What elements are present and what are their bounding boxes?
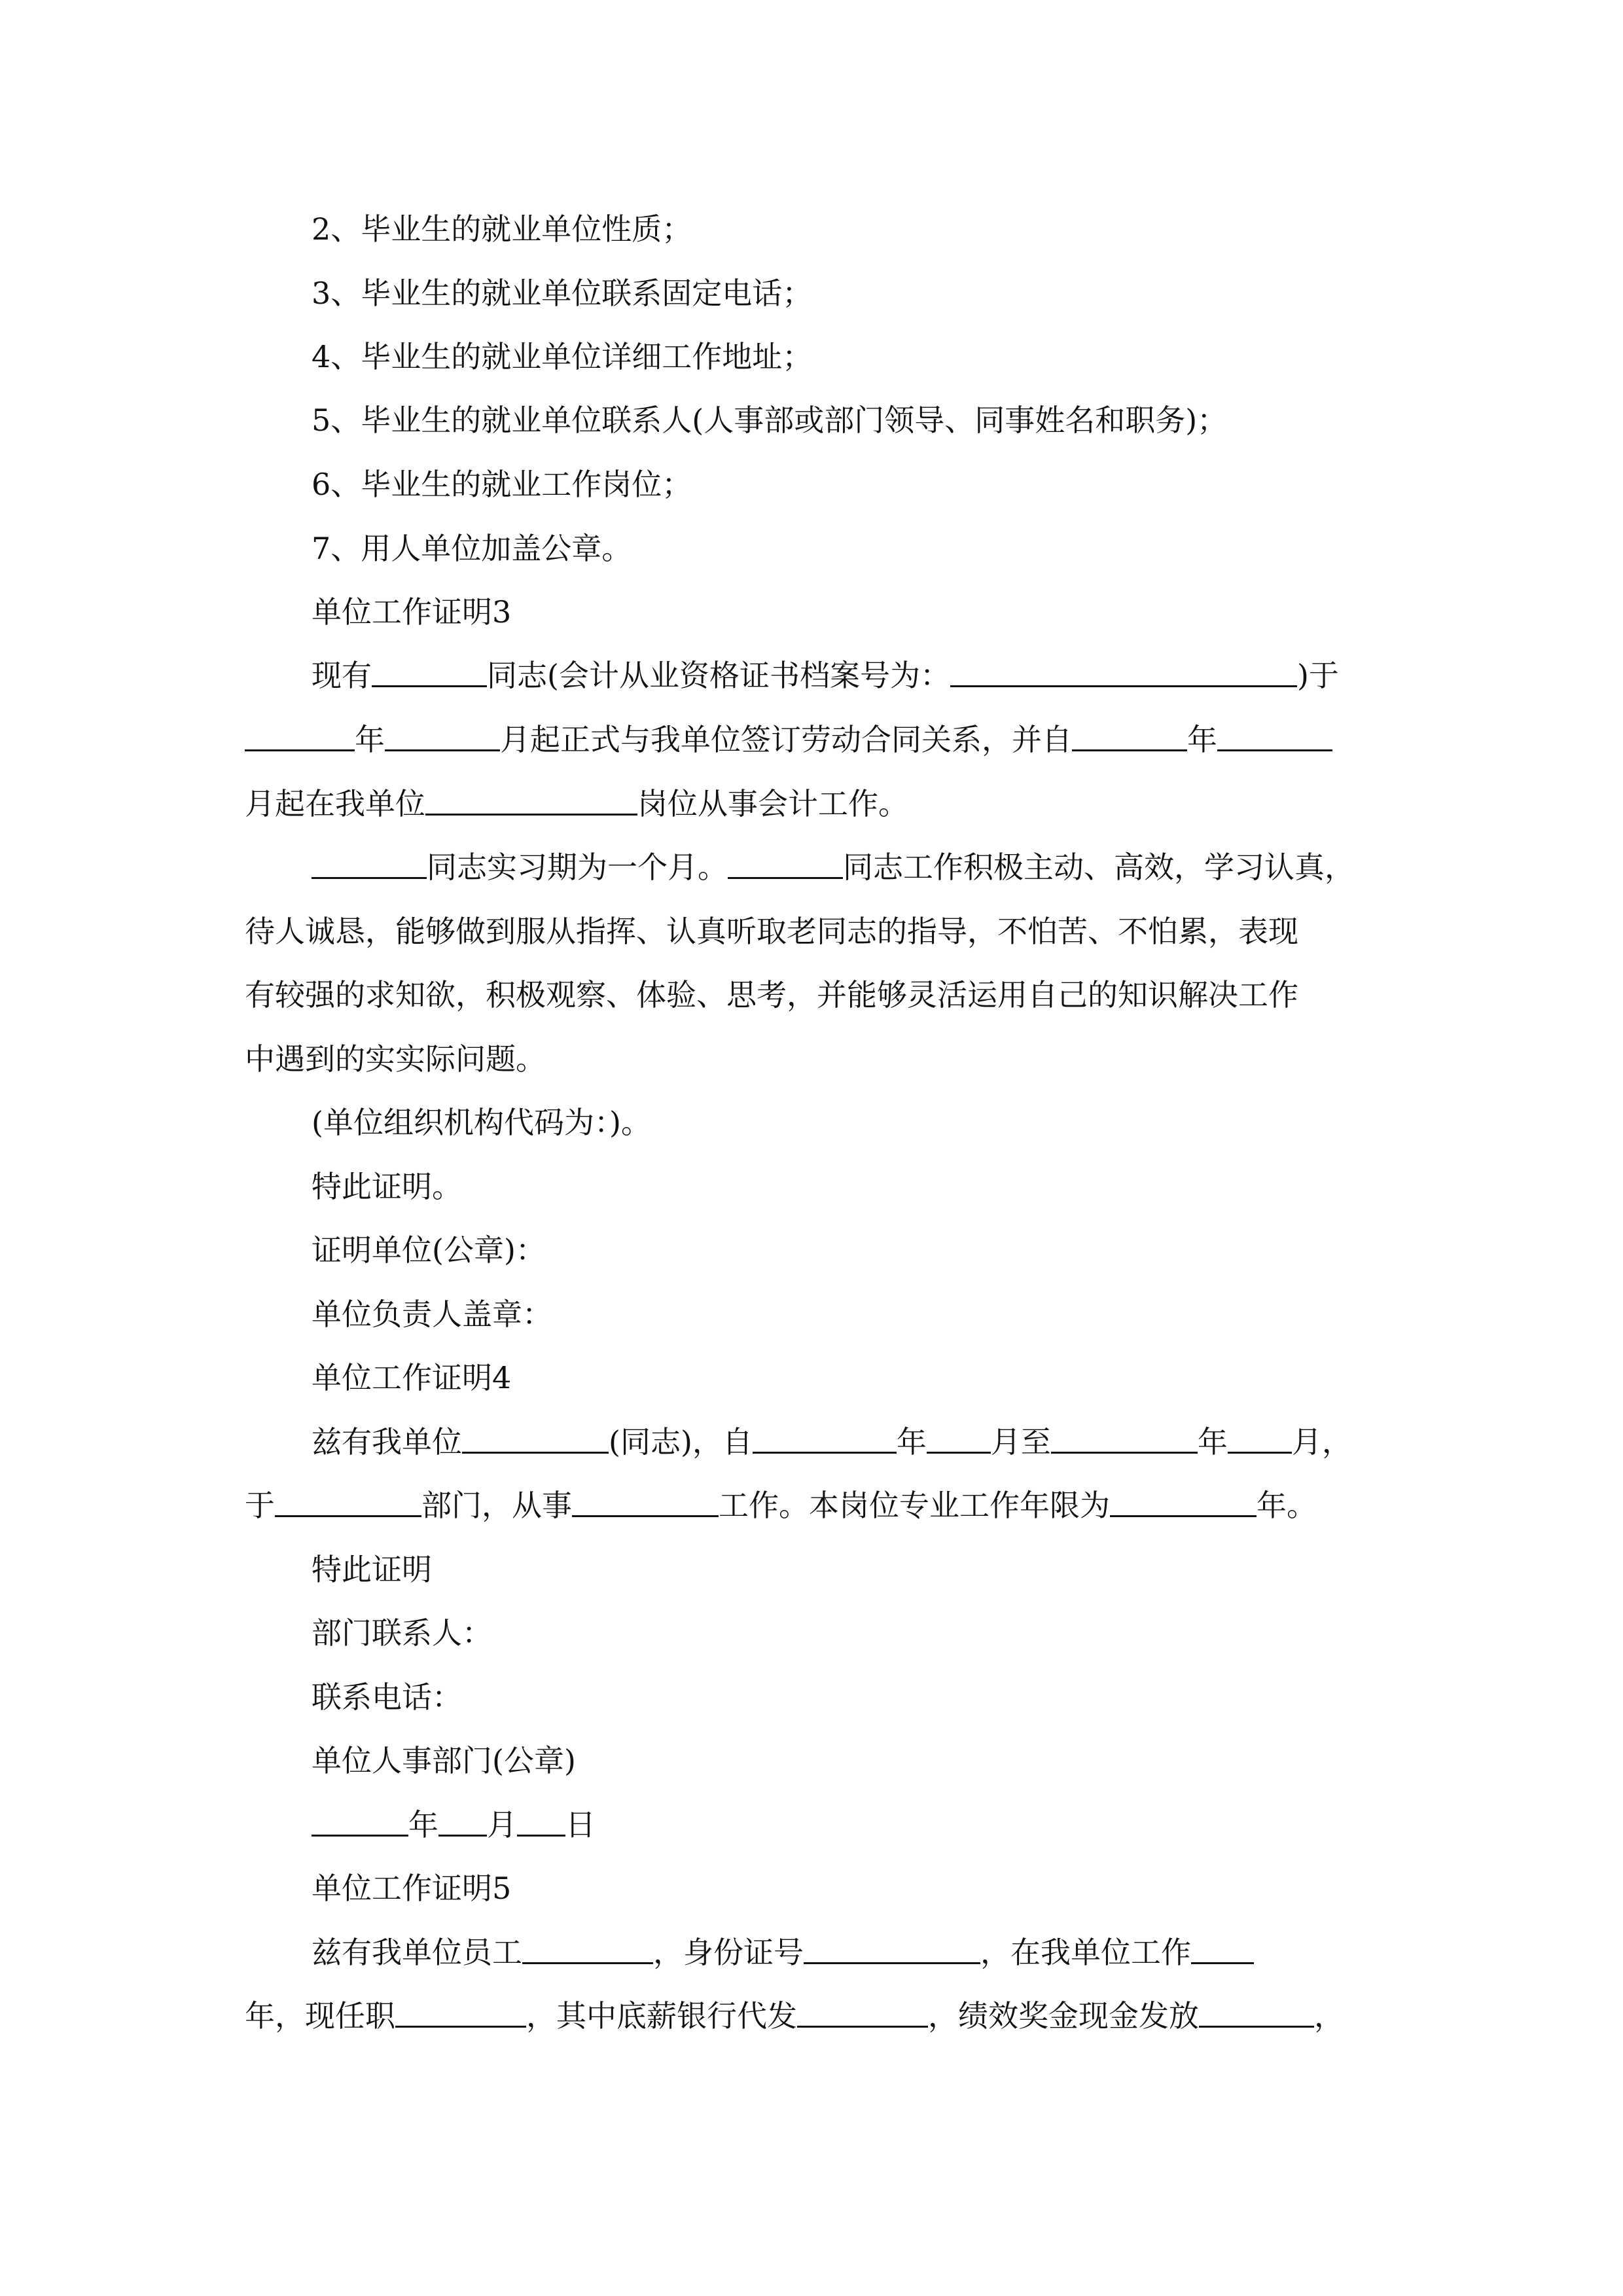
section-title: 单位工作证明5: [312, 1871, 512, 1906]
blank-month: [438, 1806, 487, 1837]
paragraph-line: 待人诚恳，能够做到服从指挥、认真听取老同志的指导，不怕苦、不怕累，表现: [245, 914, 1298, 949]
blank-year: [1072, 721, 1187, 751]
text: 工作。本岗位专业工作年限为: [719, 1488, 1110, 1523]
blank-year: [245, 721, 355, 751]
blank-name: [372, 656, 487, 687]
unit-seal-line: 证明单位(公章)：: [312, 1232, 546, 1268]
blank-month: [927, 1423, 991, 1454]
text: 年。: [1257, 1488, 1317, 1523]
list-item: 4、毕业生的就业单位详细工作地址；: [312, 339, 813, 374]
blank-name: [462, 1423, 609, 1454]
blank-years: [1110, 1486, 1257, 1517]
list-item: 6、毕业生的就业工作岗位；: [312, 467, 692, 502]
blank-year: [312, 1806, 408, 1837]
text: ，绩效奖金现金发放: [928, 1998, 1199, 2034]
contact-line: 部门联系人：: [312, 1615, 492, 1651]
text: 月起正式与我单位签订劳动合同关系，并自: [500, 722, 1072, 757]
text: 月: [487, 1807, 517, 1842]
text: 同志(会计从业资格证书档案号为：: [487, 658, 950, 693]
text: 兹有我单位员工: [312, 1935, 522, 1970]
text: (同志)，自: [609, 1424, 753, 1460]
text: 于: [245, 1488, 275, 1523]
text: 年: [1187, 722, 1217, 757]
text: 月起在我单位: [245, 786, 425, 821]
text: 同志工作积极主动、高效，学习认真，: [843, 850, 1355, 885]
section-title: 单位工作证明3: [312, 594, 512, 630]
text: 同志实习期为一个月。: [427, 850, 728, 885]
blank-month: [385, 721, 500, 751]
text: 现有: [312, 658, 372, 693]
phone-line: 联系电话：: [312, 1679, 462, 1715]
blank-name: [312, 848, 427, 879]
paragraph-line: 有较强的求知欲，积极观察、体验、思考，并能够灵活运用自己的知识解决工作: [245, 977, 1298, 1013]
list-item: 5、毕业生的就业单位联系人(人事部或部门领导、同事姓名和职务)；: [312, 403, 1228, 438]
hr-seal-line: 单位人事部门(公章): [312, 1743, 576, 1778]
date-line: [312, 1805, 596, 1844]
paragraph-line: [312, 848, 1355, 887]
blank-year: [753, 1423, 897, 1454]
blank-position: [395, 1997, 526, 2028]
blank-certificate-number: [950, 656, 1297, 687]
text: 岗位从事会计工作。: [637, 786, 908, 821]
text: 月至: [990, 1424, 1051, 1460]
blank-name: [728, 848, 843, 879]
blank-year: [1051, 1423, 1198, 1454]
paragraph-line: [245, 1996, 1344, 2036]
text: ，在我单位工作: [980, 1935, 1191, 1970]
blank-years: [1191, 1933, 1254, 1964]
paragraph-line: [245, 1486, 1317, 1525]
paragraph-line: [245, 720, 1332, 759]
paragraph-line: 中遇到的实实际问题。: [245, 1041, 546, 1077]
text: 部门，从事: [421, 1488, 572, 1523]
text: 年: [355, 722, 385, 757]
org-code-line: (单位组织机构代码为：)。: [312, 1105, 651, 1140]
text: 年，现任职: [245, 1998, 395, 2034]
list-item: 2、毕业生的就业单位性质；: [312, 211, 692, 247]
blank-position: [425, 785, 637, 816]
blank-day: [517, 1806, 565, 1837]
paragraph-line: [312, 656, 1339, 695]
list-item: 7、用人单位加盖公章。: [312, 531, 632, 566]
special-certification: 特此证明: [312, 1552, 432, 1587]
section-title: 单位工作证明4: [312, 1360, 512, 1395]
paragraph-line: [312, 1422, 1352, 1462]
text: 日: [565, 1807, 596, 1842]
paragraph-line: [312, 1933, 1254, 1972]
blank-department: [275, 1486, 421, 1517]
blank-bonus: [1199, 1997, 1314, 2028]
text: )于: [1296, 658, 1339, 693]
text: 年: [1197, 1424, 1228, 1460]
text: ，身份证号: [653, 1935, 804, 1970]
paragraph-line: [245, 784, 908, 823]
list-item: 3、毕业生的就业单位联系固定电话；: [312, 276, 813, 311]
blank-job: [572, 1486, 719, 1517]
special-certification: 特此证明。: [312, 1169, 462, 1204]
blank-name: [522, 1933, 653, 1964]
text: ，: [1314, 1998, 1344, 2034]
blank-month: [1217, 721, 1332, 751]
text: ，其中底薪银行代发: [526, 1998, 797, 2034]
head-seal-line: 单位负责人盖章：: [312, 1297, 552, 1332]
text: 年: [896, 1424, 927, 1460]
text: 兹有我单位: [312, 1424, 462, 1460]
blank-month: [1228, 1423, 1292, 1454]
blank-salary: [797, 1997, 928, 2028]
text: 年: [408, 1807, 438, 1842]
text: 月，: [1291, 1424, 1352, 1460]
blank-id-number: [804, 1933, 980, 1964]
